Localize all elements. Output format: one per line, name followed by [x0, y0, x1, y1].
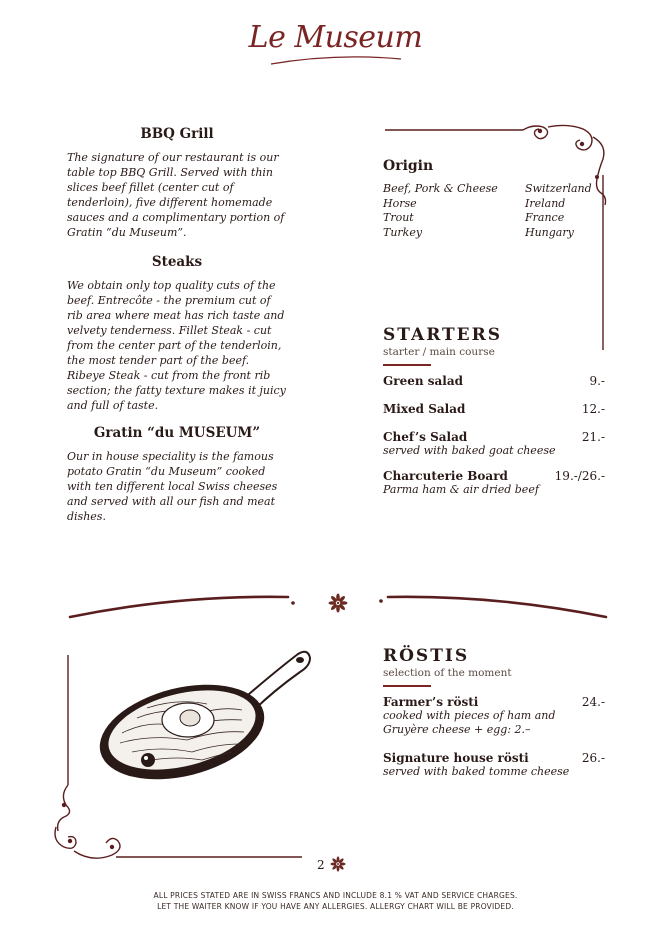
rosti-pan-illustration — [92, 648, 312, 788]
rostis-rule — [383, 685, 431, 687]
menu-item-name: Charcuterie Board — [383, 469, 508, 483]
origin-item: Beef, Pork & Cheese — [383, 182, 498, 195]
menu-item-price: 21.- — [581, 429, 605, 444]
origin-item: Trout — [383, 211, 414, 224]
gratin-section — [67, 425, 287, 524]
menu-item-price: 9.- — [589, 373, 605, 388]
menu-item — [383, 430, 605, 459]
menu-item-desc: cooked with pieces of ham and — [383, 708, 556, 722]
origin-item: Turkey — [383, 225, 423, 239]
starters-subtitle: starter / main course — [383, 346, 495, 358]
bbq-text: The signature of our restaurant is our table top BBQ Grill. Served with thin slices beef fillet (center cut of tenderloin), five different homemade sauces and a complimentary portion of Gratin “du Museum”. — [67, 151, 285, 239]
footer-note — [0, 890, 671, 912]
origin-item: Horse — [383, 196, 417, 210]
menu-item-desc: Parma ham & air dried beef — [383, 483, 539, 496]
origin-row — [383, 211, 593, 226]
menu-item — [383, 695, 605, 738]
steaks-section — [67, 254, 287, 413]
starters-rule — [383, 364, 431, 366]
menu-item-price: 24.- — [581, 694, 605, 709]
page-number — [317, 858, 325, 872]
origin-country: Switzerland — [525, 182, 592, 195]
gratin-text: Our in house speciality is the famous potato Gratin “du Museum” cooked with ten different local Swiss cheeses and served with all our fish and meat dishes. — [67, 450, 278, 523]
edelweiss-icon — [328, 593, 348, 613]
origin-row — [383, 226, 593, 241]
starters-section — [383, 325, 605, 498]
rostis-title: RÖSTIS — [383, 646, 470, 666]
footer-line-2: LET THE WAITER KNOW IF YOU HAVE ANY ALLERGIES. ALLERGY CHART WILL BE PROVIDED. — [157, 902, 514, 911]
origin-title: Origin — [383, 158, 434, 174]
menu-item — [383, 402, 605, 416]
menu-item-name: Chef’s Salad — [383, 429, 468, 444]
menu-item — [383, 374, 605, 388]
gratin-title: Gratin “du MUSEUM” — [93, 425, 261, 441]
footer-line-1: ALL PRICES STATED ARE IN SWISS FRANCS AND INCLUDE 8.1 % VAT AND SERVICE CHARGES. — [153, 891, 518, 900]
logo-text: Le Museum — [248, 20, 423, 55]
origin-country: Ireland — [525, 196, 566, 210]
menu-item-desc: Gruyère cheese + egg: 2.– — [383, 723, 531, 736]
page-number-text: 2 — [317, 858, 325, 872]
rostis-section — [383, 646, 605, 779]
bbq-section — [67, 126, 287, 240]
menu-item — [383, 469, 605, 498]
origin-section — [383, 158, 593, 240]
menu-item-price: 12.- — [581, 401, 605, 416]
edelweiss-icon — [330, 856, 346, 872]
logo — [0, 20, 671, 67]
menu-item-name: Farmer’s rösti — [383, 694, 479, 709]
menu-item-name: Signature house rösti — [383, 750, 529, 765]
origin-row — [383, 197, 593, 212]
starters-title: STARTERS — [383, 325, 503, 345]
menu-item — [383, 751, 605, 780]
menu-item-price: 26.- — [581, 750, 605, 765]
origin-country: France — [525, 211, 565, 224]
menu-item-price: 19.-/26.- — [554, 469, 605, 483]
bbq-title: BBQ Grill — [140, 126, 214, 142]
rostis-subtitle: selection of the moment — [383, 667, 512, 679]
steaks-title: Steaks — [151, 254, 203, 270]
menu-item-name: Mixed Salad — [383, 401, 466, 416]
logo-underline — [266, 55, 406, 67]
steaks-text: We obtain only top quality cuts of the beef. Entrecôte - the premium cut of rib area where meat has rich taste and velvety tenderness. Fillet Steak - cut from the center part of the tenderloin, the most tender part of the beef. Ribeye Steak - cut from the front rib section; the fatty texture makes it juicy and full of taste. — [67, 279, 286, 412]
origin-row — [383, 182, 593, 197]
origin-country: Hungary — [525, 225, 574, 239]
menu-item-name: Green salad — [383, 373, 463, 388]
menu-item-desc: served with baked tomme cheese — [383, 764, 570, 778]
menu-item-desc: served with baked goat cheese — [383, 443, 556, 457]
